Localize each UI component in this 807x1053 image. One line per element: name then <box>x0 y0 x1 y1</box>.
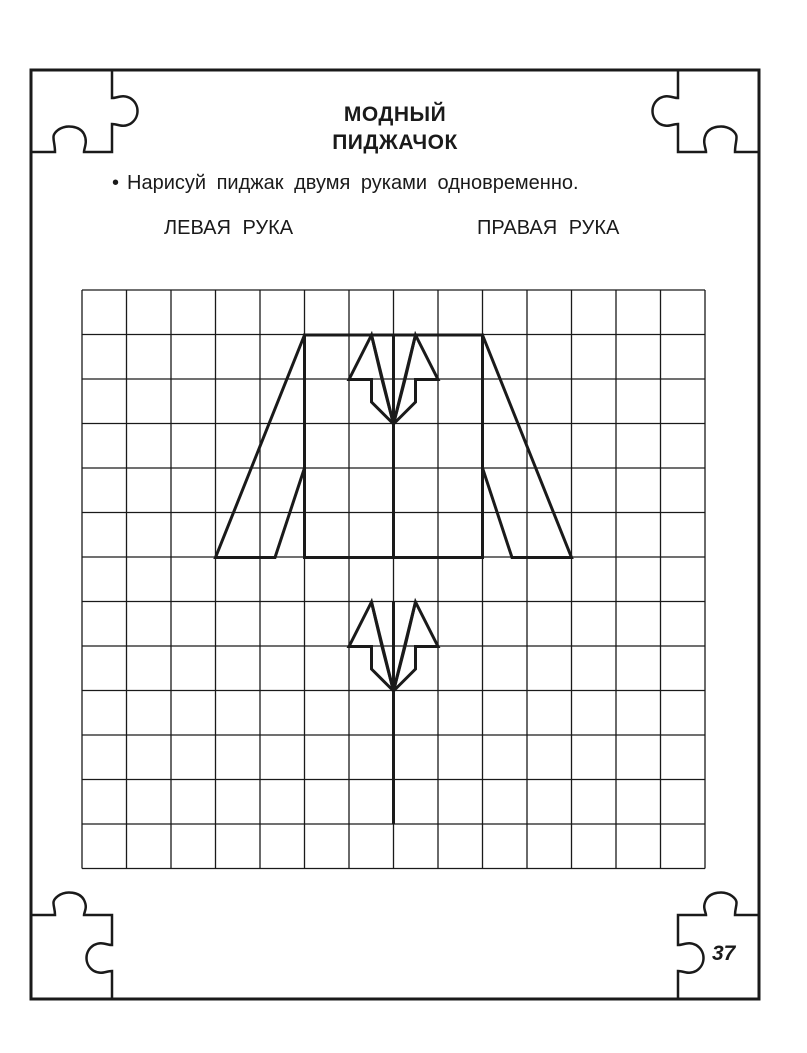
collar-example-drawing <box>349 602 438 825</box>
jacket-drawing <box>216 335 572 558</box>
page-title-line-2: ПИДЖАЧОК <box>332 131 458 154</box>
bullet-icon: • <box>112 172 120 194</box>
left-hand-label: ЛЕВАЯ РУКА <box>164 217 294 239</box>
puzzle-corner-bottom-left <box>31 893 112 999</box>
page-title-line-1: МОДНЫЙ <box>343 103 447 126</box>
right-hand-label: ПРАВАЯ РУКА <box>477 217 620 239</box>
instruction-text <box>112 172 579 195</box>
page-number: 37 <box>712 942 736 965</box>
instruction-label: Нарисуй пиджак двумя руками одновременно. <box>127 172 579 194</box>
